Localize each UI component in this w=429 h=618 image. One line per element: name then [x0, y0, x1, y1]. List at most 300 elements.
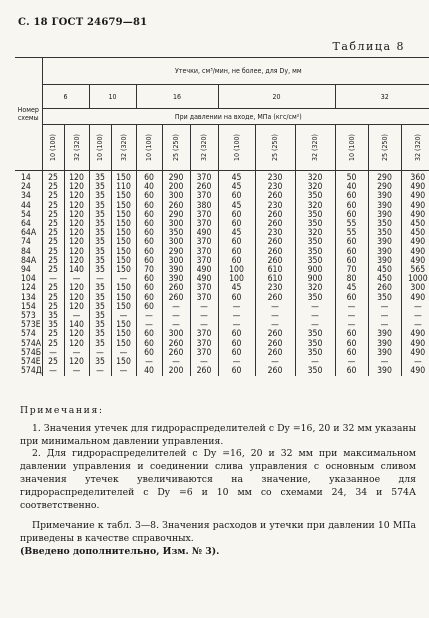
leak-value: 450 — [410, 219, 426, 230]
leak-value: 150 — [111, 358, 136, 367]
leak-value: — — [255, 358, 295, 367]
leak-value: 120 — [64, 340, 89, 349]
leak-value: — — [190, 303, 218, 312]
leak-value: 150 — [111, 171, 136, 184]
leak-value: — — [42, 349, 64, 358]
leak-value: 290 — [162, 211, 190, 220]
leak-value: 60 — [136, 171, 162, 184]
scheme-number: 64 — [15, 220, 42, 229]
leak-value: 300 — [162, 192, 190, 201]
leak-value: 25 — [42, 340, 64, 349]
leak-value: 260 — [255, 367, 295, 376]
leak-value: 150 — [111, 202, 136, 211]
leak-value: 25 — [42, 294, 64, 303]
leak-value: 25 — [42, 358, 64, 367]
leak-value: 260 — [255, 211, 295, 220]
leak-value: 450 — [368, 266, 401, 275]
leak-value: 230 — [255, 183, 295, 192]
leak-value: 60 — [218, 238, 255, 247]
pressure-cell: 25 (250) — [255, 125, 295, 171]
leak-value: 370 — [190, 192, 218, 201]
leak-value: 60 — [136, 238, 162, 247]
leak-value: 25 — [42, 229, 64, 238]
leak-value: 200 — [162, 183, 190, 192]
leak-value: 490 — [410, 292, 426, 303]
leak-value: 35 — [89, 248, 111, 257]
leak-value: 60 — [136, 303, 162, 312]
leak-value: 55 — [335, 229, 368, 238]
scheme-number: 84 — [15, 248, 42, 257]
leak-value: 350 — [295, 340, 335, 349]
leak-value: 25 — [42, 257, 64, 266]
leak-value: — — [335, 321, 368, 330]
leak-value: 260 — [162, 202, 190, 211]
leak-value: 370 — [190, 257, 218, 266]
scheme-number: 84А — [15, 257, 42, 266]
leak-value: 350 — [368, 229, 401, 238]
leak-value: 370 — [190, 340, 218, 349]
leak-value: 490 — [190, 266, 218, 275]
leak-value: 260 — [190, 183, 218, 192]
leak-value: 370 — [190, 294, 218, 303]
leak-value: 260 — [255, 294, 295, 303]
leak-value: 350 — [295, 248, 335, 257]
scheme-number: 573Е — [15, 321, 42, 330]
leak-value: 60 — [218, 349, 255, 358]
leak-value: 25 — [42, 330, 64, 339]
leak-value: 45 — [335, 284, 368, 293]
leak-value: 490 — [190, 229, 218, 238]
leak-value: 320 — [295, 171, 335, 184]
scheme-number: 14 — [15, 171, 42, 184]
leak-value: 60 — [136, 340, 162, 349]
leak-value: — — [295, 358, 335, 367]
table-row — [15, 367, 429, 376]
scheme-number: 154 — [15, 303, 42, 312]
leak-value: 150 — [111, 229, 136, 238]
note-4: (Введено дополнительно, Изм. № 3). — [20, 545, 220, 557]
leak-value: 120 — [64, 257, 89, 266]
leak-value: 60 — [335, 349, 368, 358]
pressure-cell: 32 (320) — [401, 125, 429, 171]
leak-value: 260 — [255, 340, 295, 349]
leak-value: 390 — [162, 266, 190, 275]
leak-value: 350 — [295, 294, 335, 303]
leak-value: 80 — [335, 275, 368, 284]
leak-value: 150 — [111, 321, 136, 330]
leak-value: 60 — [218, 257, 255, 266]
leak-value: 35 — [89, 238, 111, 247]
leak-value: 150 — [111, 284, 136, 293]
leak-value: 60 — [136, 229, 162, 238]
leak-value: 490 — [410, 246, 426, 257]
leak-value: 350 — [295, 367, 335, 376]
leak-value: 60 — [335, 340, 368, 349]
leak-value: 370 — [190, 220, 218, 229]
leak-value: — — [64, 312, 89, 321]
leak-value: 320 — [295, 229, 335, 238]
leak-value: 230 — [255, 229, 295, 238]
leak-value: 390 — [162, 275, 190, 284]
leak-value: 45 — [218, 284, 255, 293]
leak-value: 25 — [42, 220, 64, 229]
leak-value: 390 — [368, 211, 401, 220]
leak-value: 260 — [255, 349, 295, 358]
leak-value: 25 — [42, 238, 64, 247]
leak-value: 120 — [64, 248, 89, 257]
leak-value: 390 — [368, 340, 401, 349]
leak-value: 70 — [335, 266, 368, 275]
leak-value: 55 — [335, 220, 368, 229]
note-3: Примечание к табл. 3—8. Значения расходов и утечки при давлении 10 МПа приведены в качестве справочных. — [20, 520, 416, 545]
dy-group: 20 — [272, 92, 281, 101]
leak-value: — — [136, 312, 162, 321]
scheme-number: 574Е — [15, 358, 42, 367]
leak-value: 60 — [335, 238, 368, 247]
leak-value: 45 — [218, 202, 255, 211]
note-2: 2. Для гидрораспределителей с Dy =16, 20 и 32 мм при максимальном давлении управления и соединении слива управления с основным сливом значения утечек увеличиваются на значение, указанное для гидрораспределителей с Dy =6 и 10 мм со схемами 24, 34 и 574А соответственно. — [20, 448, 416, 511]
leak-value: 35 — [89, 202, 111, 211]
leak-value: 350 — [368, 294, 401, 303]
leak-value: 390 — [368, 367, 401, 376]
leak-value: 490 — [410, 200, 426, 211]
leak-value: 390 — [368, 192, 401, 201]
leak-value: 60 — [136, 330, 162, 339]
pressure-cell: 10 (100) — [335, 125, 368, 171]
leak-value: 490 — [410, 338, 426, 349]
leak-value: 120 — [64, 238, 89, 247]
leak-value: 35 — [89, 266, 111, 275]
leak-value: 25 — [42, 171, 64, 184]
leak-value: — — [89, 349, 111, 358]
leak-value: 370 — [190, 171, 218, 184]
leak-value: — — [335, 312, 368, 321]
leak-value: 290 — [368, 171, 401, 184]
leak-value: 610 — [255, 266, 295, 275]
leak-value: 260 — [162, 284, 190, 293]
leak-value: — — [111, 349, 136, 358]
pressure-cell: 25 (250) — [368, 125, 401, 171]
leak-value: 35 — [89, 284, 111, 293]
scheme-number: 124 — [15, 284, 42, 293]
leak-value: 390 — [368, 349, 401, 358]
leak-value: 360 — [410, 173, 426, 183]
dy-group: 32 — [380, 92, 389, 101]
leak-value: — — [190, 312, 218, 321]
leak-value: 60 — [335, 248, 368, 257]
leak-value: 60 — [136, 248, 162, 257]
scheme-number: 104 — [15, 275, 42, 284]
leak-value: — — [111, 275, 136, 284]
leak-value: 490 — [410, 255, 426, 266]
leak-value: 350 — [368, 220, 401, 229]
leak-value: 350 — [295, 211, 335, 220]
leak-value: 60 — [335, 367, 368, 376]
leak-value: 150 — [111, 257, 136, 266]
table-body — [15, 171, 429, 377]
leak-value: 320 — [295, 284, 335, 293]
leak-value: 60 — [136, 275, 162, 284]
leak-value: 350 — [295, 220, 335, 229]
leak-value: 290 — [368, 183, 401, 192]
leak-value: — — [368, 312, 401, 321]
leak-value: — — [162, 321, 190, 330]
leak-value: 35 — [89, 358, 111, 367]
leak-value: 35 — [89, 192, 111, 201]
leak-value: 60 — [218, 248, 255, 257]
leak-value: 120 — [64, 211, 89, 220]
leak-value: — — [218, 312, 255, 321]
leak-value: 150 — [111, 211, 136, 220]
leak-value: — — [255, 312, 295, 321]
pressure-header: При давлении на входе, МПа (кгс/см²) — [42, 109, 429, 125]
leak-value: 35 — [89, 171, 111, 184]
leak-value: — — [162, 303, 190, 312]
leak-value: 450 — [410, 228, 426, 239]
leak-value: 260 — [190, 367, 218, 376]
dy-group: 10 — [108, 92, 117, 101]
pressure-cell: 25 (250) — [162, 125, 190, 171]
leak-value: 490 — [410, 191, 426, 202]
leak-value: 260 — [162, 294, 190, 303]
scheme-number: 74 — [15, 238, 42, 247]
leak-value: 60 — [335, 202, 368, 211]
leak-value: 35 — [89, 211, 111, 220]
leak-value: — — [136, 358, 162, 367]
leak-value: 120 — [64, 330, 89, 339]
table-title: Таблица 8 — [332, 40, 405, 53]
leak-value: 120 — [64, 303, 89, 312]
leak-value: 260 — [255, 192, 295, 201]
leak-value: 380 — [190, 202, 218, 211]
leak-value: 565 — [410, 265, 426, 276]
leak-value: — — [368, 303, 401, 312]
leak-value: 150 — [111, 303, 136, 312]
leak-value: 150 — [111, 238, 136, 247]
leak-value: 150 — [111, 192, 136, 201]
leak-value: 60 — [136, 349, 162, 358]
leak-value: 60 — [335, 192, 368, 201]
leak-value: 35 — [89, 330, 111, 339]
leak-value: 60 — [335, 211, 368, 220]
leak-value: 70 — [136, 266, 162, 275]
leak-value: — — [255, 321, 295, 330]
leak-value: 45 — [218, 229, 255, 238]
leak-value: 490 — [410, 237, 426, 248]
leak-value: — — [295, 303, 335, 312]
leak-value: — — [111, 367, 136, 376]
leak-value: 320 — [295, 183, 335, 192]
leak-value: 120 — [64, 183, 89, 192]
page-reference: С. 18 ГОСТ 24679—81 — [18, 17, 148, 28]
leak-value: 60 — [218, 211, 255, 220]
leak-value: 490 — [410, 209, 426, 220]
leak-value: 25 — [42, 183, 64, 192]
leak-value: — — [255, 303, 295, 312]
leak-value: 100 — [218, 266, 255, 275]
leak-value: 150 — [111, 330, 136, 339]
leak-value: — — [64, 367, 89, 376]
scheme-number: 574А — [15, 340, 42, 349]
leak-value: 35 — [89, 183, 111, 192]
leak-value: 230 — [255, 171, 295, 184]
leak-value: 60 — [136, 257, 162, 266]
pressure-cell: 10 (100) — [218, 125, 255, 171]
leak-value: 150 — [111, 248, 136, 257]
leak-value: 260 — [162, 349, 190, 358]
leak-value: — — [190, 358, 218, 367]
leak-value: — — [295, 321, 335, 330]
leak-value: 350 — [295, 192, 335, 201]
leak-value: — — [89, 275, 111, 284]
leak-value: 320 — [295, 202, 335, 211]
scheme-number: 54 — [15, 211, 42, 220]
leak-value: 390 — [368, 330, 401, 339]
scheme-number: 24 — [15, 183, 42, 192]
leak-value: — — [162, 358, 190, 367]
pressure-cell: 10 (100) — [136, 125, 162, 171]
leak-value: — — [89, 367, 111, 376]
leak-value: 50 — [335, 171, 368, 184]
pressure-cell: 32 (320) — [295, 125, 335, 171]
leak-value: — — [413, 320, 422, 331]
leak-value: 350 — [295, 349, 335, 358]
leak-value: 60 — [218, 220, 255, 229]
scheme-number: 574Д — [15, 367, 42, 376]
leak-value: 900 — [295, 266, 335, 275]
leak-value: 230 — [255, 284, 295, 293]
leak-value: 35 — [89, 340, 111, 349]
leak-value: 260 — [368, 284, 401, 293]
scheme-number: 64А — [15, 229, 42, 238]
leak-value: 60 — [136, 284, 162, 293]
leak-value: 300 — [162, 220, 190, 229]
leak-value: — — [42, 275, 64, 284]
leak-value: 120 — [64, 192, 89, 201]
leak-value: 60 — [218, 367, 255, 376]
leak-value: 490 — [190, 275, 218, 284]
leak-value: 150 — [111, 266, 136, 275]
leak-header: Утечки, см³/мин, не более, для Dy, мм — [42, 58, 429, 85]
leak-value: — — [111, 312, 136, 321]
leak-value: 350 — [295, 330, 335, 339]
leak-value: — — [190, 321, 218, 330]
leak-value: 120 — [64, 358, 89, 367]
leak-value: — — [413, 301, 422, 312]
pressure-cell: 32 (320) — [64, 125, 89, 171]
leak-value: 370 — [190, 284, 218, 293]
leak-value: 350 — [295, 238, 335, 247]
leak-value: 60 — [136, 202, 162, 211]
leak-value: 260 — [255, 330, 295, 339]
leak-value: — — [295, 312, 335, 321]
leak-value: 60 — [136, 192, 162, 201]
leak-value: 35 — [42, 312, 64, 321]
leak-value: — — [368, 321, 401, 330]
leak-value: 370 — [190, 349, 218, 358]
leak-value: 60 — [136, 220, 162, 229]
notes-title: Примечания: — [20, 405, 104, 416]
scheme-number: 34 — [15, 192, 42, 201]
leak-value: 35 — [89, 220, 111, 229]
leak-value: 260 — [255, 248, 295, 257]
leak-value: 35 — [89, 321, 111, 330]
leak-value: 290 — [162, 171, 190, 184]
leak-value: 60 — [218, 330, 255, 339]
leakage-table — [15, 57, 429, 376]
leak-value: — — [218, 321, 255, 330]
leak-value: 120 — [64, 202, 89, 211]
leak-value: — — [413, 357, 422, 368]
leak-value: — — [368, 358, 401, 367]
leak-value: 1000 — [407, 274, 428, 285]
leak-value: 25 — [42, 284, 64, 293]
leak-value: 610 — [255, 275, 295, 284]
leak-value: — — [64, 349, 89, 358]
note-1: 1. Значения утечек для гидрораспределителей с Dy =16, 20 и 32 мм указаны при минимальном давлении управления. — [20, 422, 416, 447]
leak-value: 150 — [111, 220, 136, 229]
dy-row — [15, 85, 429, 109]
pressure-cell: 32 (320) — [190, 125, 218, 171]
leak-value: 45 — [218, 183, 255, 192]
leak-value: — — [218, 358, 255, 367]
leak-value: 120 — [64, 229, 89, 238]
leak-value: 200 — [162, 367, 190, 376]
leak-value: 390 — [368, 248, 401, 257]
leak-value: 140 — [64, 266, 89, 275]
leak-value: 150 — [111, 340, 136, 349]
leak-value: 25 — [42, 266, 64, 275]
leak-value: 60 — [335, 294, 368, 303]
leak-value: — — [42, 367, 64, 376]
leak-value: 100 — [218, 275, 255, 284]
leak-value: 260 — [255, 220, 295, 229]
leak-value: 900 — [295, 275, 335, 284]
leak-value: 260 — [255, 257, 295, 266]
leak-value: 370 — [190, 248, 218, 257]
leak-value: 40 — [136, 183, 162, 192]
leak-value: 40 — [136, 367, 162, 376]
leak-value: — — [218, 303, 255, 312]
leak-value: 45 — [218, 171, 255, 184]
leak-value: 35 — [89, 312, 111, 321]
leak-value: 120 — [64, 171, 89, 184]
scheme-number: 134 — [15, 294, 42, 303]
dy-group: 16 — [172, 92, 181, 101]
scheme-column-header: Номер схемы — [15, 58, 42, 171]
leak-value: 260 — [255, 238, 295, 247]
leak-value: — — [162, 312, 190, 321]
leak-value: 60 — [218, 192, 255, 201]
leak-value: 110 — [111, 183, 136, 192]
leak-value: 390 — [368, 202, 401, 211]
leak-value: 300 — [162, 330, 190, 339]
leak-value: 25 — [42, 202, 64, 211]
pressure-row — [15, 125, 429, 171]
pressure-cell: 10 (100) — [42, 125, 64, 171]
leak-value: 390 — [368, 257, 401, 266]
leak-value: 350 — [295, 257, 335, 266]
leak-value: 150 — [111, 294, 136, 303]
leak-value: — — [335, 303, 368, 312]
scheme-number: 94 — [15, 266, 42, 275]
scheme-number: 44 — [15, 202, 42, 211]
leak-value: 390 — [368, 238, 401, 247]
leak-value: 60 — [335, 257, 368, 266]
leak-value: 350 — [162, 229, 190, 238]
leak-value: 490 — [410, 347, 426, 358]
leak-value: 35 — [89, 303, 111, 312]
